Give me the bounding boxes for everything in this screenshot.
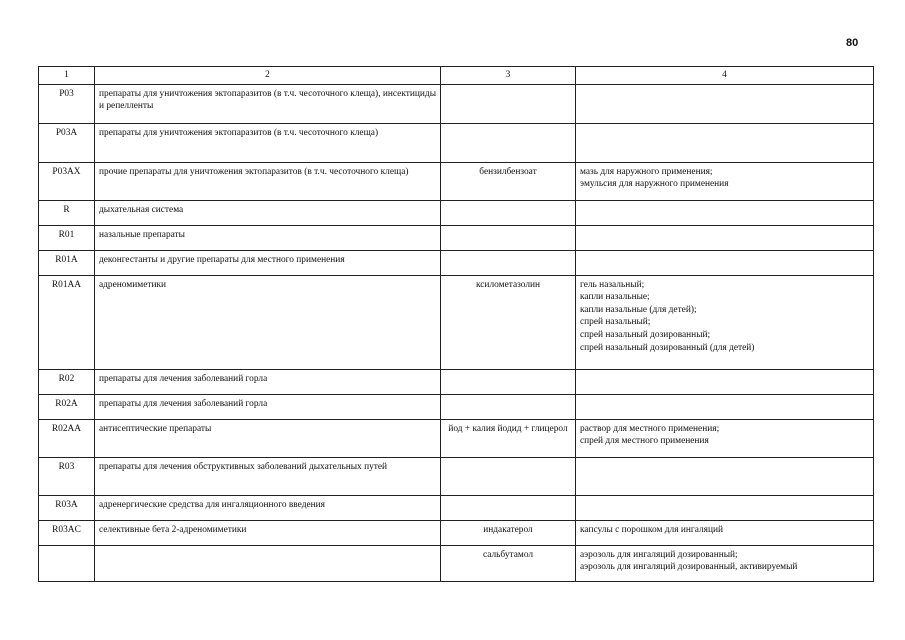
atc-code-cell: R03: [39, 457, 95, 495]
dosage-forms-cell: [576, 545, 874, 581]
drug-table: [38, 66, 874, 582]
table-row: [39, 123, 874, 162]
atc-code-cell: [39, 545, 95, 581]
page-number: 80: [846, 37, 859, 49]
drug-name-cell: йод + калия йодид + глицерол: [441, 419, 576, 457]
atc-code-cell: R03AC: [39, 520, 95, 545]
table-row: [39, 369, 874, 394]
dosage-forms-cell: [576, 369, 874, 394]
dosage-form-line: аэрозоль для ингаляций дозированный;: [580, 549, 738, 560]
atc-code-cell: R02A: [39, 394, 95, 419]
dosage-forms-cell: [576, 457, 874, 495]
atc-code-cell: R02AA: [39, 419, 95, 457]
table-row: [39, 250, 874, 275]
table-row: [39, 457, 874, 495]
atc-code-cell: R02: [39, 369, 95, 394]
group-name-cell: препараты для лечения заболеваний горла: [95, 394, 441, 419]
column-header-code: 1: [39, 67, 95, 85]
dosage-forms-cell: [576, 495, 874, 520]
group-name-cell: препараты для уничтожения эктопаразитов (в т.ч. чесоточного клеща): [95, 123, 441, 162]
drug-name-cell: ксилометазолин: [441, 275, 576, 369]
drug-name-cell: индакатерол: [441, 520, 576, 545]
drug-name-cell: [441, 225, 576, 250]
group-name-cell: назальные препараты: [95, 225, 441, 250]
dosage-form-line: капли назальные;: [580, 292, 650, 303]
atc-code-cell: P03AX: [39, 162, 95, 200]
dosage-form-line: капсулы с порошком для ингаляций: [580, 524, 724, 535]
drug-name-cell: [441, 123, 576, 162]
group-name-cell: адренергические средства для ингаляционного введения: [95, 495, 441, 520]
dosage-form-line: спрей назальный дозированный (для детей): [580, 342, 755, 353]
drug-name-cell: [441, 457, 576, 495]
group-name-cell: дыхательная система: [95, 200, 441, 225]
group-name-cell: препараты для лечения заболеваний горла: [95, 369, 441, 394]
drug-name-cell: [441, 394, 576, 419]
group-name-cell: прочие препараты для уничтожения эктопаразитов (в т.ч. чесоточного клеща): [95, 162, 441, 200]
drug-name-cell: [441, 250, 576, 275]
dosage-form-line: спрей для местного применения: [580, 436, 709, 447]
dosage-form-line: раствор для местного применения;: [580, 423, 720, 434]
dosage-forms-cell: [576, 123, 874, 162]
dosage-form-line: гель назальный;: [580, 279, 645, 290]
column-header-forms: 4: [576, 67, 874, 85]
dosage-form-line: аэрозоль для ингаляций дозированный, активируемый: [580, 562, 798, 573]
table-row: [39, 520, 874, 545]
dosage-forms-cell: [576, 225, 874, 250]
table-row: [39, 162, 874, 200]
column-header-inn: 3: [441, 67, 576, 85]
dosage-forms-cell: [576, 162, 874, 200]
drug-name-cell: бензилбензоат: [441, 162, 576, 200]
group-name-cell: адреномиметики: [95, 275, 441, 369]
dosage-form-line: мазь для наружного применения;: [580, 166, 713, 177]
group-name-cell: препараты для лечения обструктивных заболеваний дыхательных путей: [95, 457, 441, 495]
drug-name-cell: [441, 369, 576, 394]
dosage-form-line: спрей назальный;: [580, 317, 651, 328]
group-name-cell: препараты для уничтожения эктопаразитов (в т.ч. чесоточного клеща), инсектициды и репелленты: [95, 84, 441, 123]
atc-code-cell: P03A: [39, 123, 95, 162]
drug-name-cell: [441, 200, 576, 225]
table-header-row: [39, 67, 874, 85]
group-name-cell: [95, 545, 441, 581]
table-row: [39, 545, 874, 581]
atc-code-cell: R: [39, 200, 95, 225]
dosage-forms-cell: [576, 419, 874, 457]
atc-code-cell: R01: [39, 225, 95, 250]
dosage-forms-cell: [576, 200, 874, 225]
drug-name-cell: [441, 495, 576, 520]
dosage-form-line: капли назальные (для детей);: [580, 304, 697, 315]
column-header-name: 2: [95, 67, 441, 85]
atc-code-cell: R01A: [39, 250, 95, 275]
dosage-forms-cell: [576, 84, 874, 123]
dosage-form-line: эмульсия для наружного применения: [580, 179, 729, 190]
atc-code-cell: R03A: [39, 495, 95, 520]
group-name-cell: селективные бета 2-адреномиметики: [95, 520, 441, 545]
dosage-forms-cell: [576, 394, 874, 419]
drug-name-cell: [441, 84, 576, 123]
table-row: [39, 84, 874, 123]
dosage-form-line: спрей назальный дозированный;: [580, 329, 711, 340]
table-row: [39, 200, 874, 225]
group-name-cell: антисептические препараты: [95, 419, 441, 457]
table-row: [39, 419, 874, 457]
atc-code-cell: R01AA: [39, 275, 95, 369]
drug-name-cell: сальбутамол: [441, 545, 576, 581]
table-row: [39, 225, 874, 250]
dosage-forms-cell: [576, 250, 874, 275]
atc-code-cell: P03: [39, 84, 95, 123]
table-row: [39, 275, 874, 369]
dosage-forms-cell: [576, 275, 874, 369]
table-row: [39, 394, 874, 419]
dosage-forms-cell: [576, 520, 874, 545]
group-name-cell: деконгестанты и другие препараты для местного применения: [95, 250, 441, 275]
table-row: [39, 495, 874, 520]
